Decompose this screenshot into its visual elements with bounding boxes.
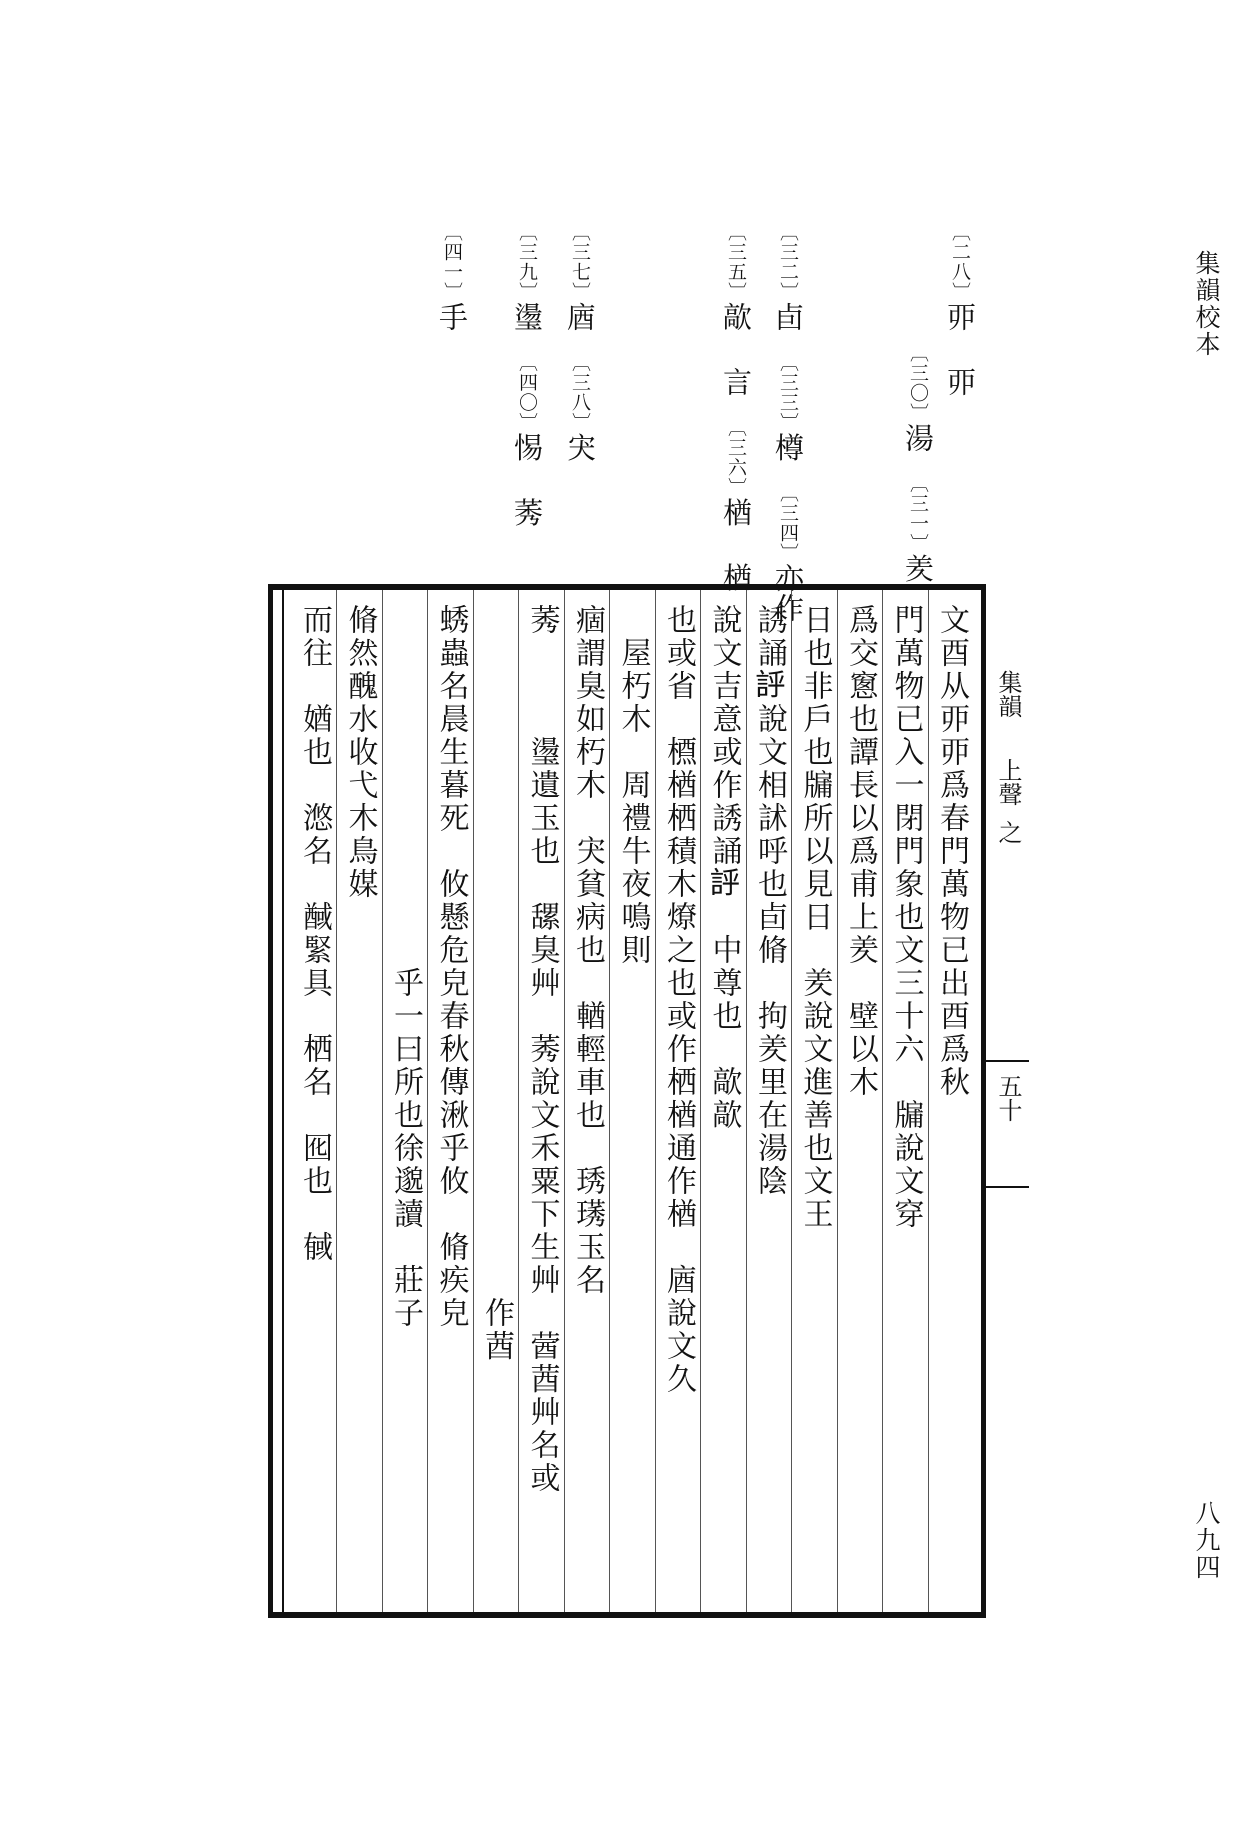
header-section: 之 bbox=[994, 820, 1022, 844]
note-text: 羑 bbox=[901, 553, 935, 614]
text-column: 作莤 bbox=[479, 604, 514, 1363]
text-column: 痼謂臭如朽木 宊貧病也 輶輕車也 琇璓玉名 bbox=[570, 604, 605, 1297]
note-text: 湯 bbox=[901, 423, 935, 483]
header-title: 集韻 bbox=[994, 670, 1022, 718]
note-n28 bbox=[940, 222, 981, 427]
text-column: 莠 璗遺玉也 𦧲臭艸 莠說文禾粟下生艸 蒏莤艸名或 bbox=[524, 604, 560, 1495]
text-column: 而往 媨也 滺名 䤋緊具 栖名 囮也 戫 bbox=[297, 604, 332, 1264]
note-number: 〔三七〕 bbox=[569, 222, 591, 302]
text-column: 乎一曰所也徐邈讀 莊子 bbox=[388, 604, 423, 1330]
text-column: 誘誦𧦝說文相訹呼也卣脩 拘羑里在湯陰 bbox=[752, 604, 787, 1198]
note-n37 bbox=[560, 222, 601, 493]
text-column: 日也非戶也牖所以見日 羑說文進善也文王 bbox=[797, 604, 833, 1231]
note-text: 惕 莠 bbox=[510, 432, 544, 558]
note-number: 〔三六〕 bbox=[725, 427, 747, 498]
note-text: 亦作 bbox=[771, 563, 805, 623]
note-number: 〔四一〕 bbox=[441, 222, 463, 302]
header-volume: 上聲 bbox=[994, 758, 1022, 806]
note-text: 宊 bbox=[563, 432, 597, 493]
text-column: 文酉从丣丣爲春門萬物已出酉爲秋 bbox=[934, 604, 969, 1099]
text-column: 爲交窻也譚長以爲甫上羑 壁以木 bbox=[843, 604, 878, 1099]
text-column: 門萬物已入一閉門象也文三十六 牖說文穿 bbox=[888, 604, 924, 1231]
note-number: 〔三九〕 bbox=[516, 222, 538, 302]
note-number: 〔二八〕 bbox=[949, 222, 971, 302]
note-n30 bbox=[898, 343, 939, 614]
note-number: 〔四〇〕 bbox=[516, 362, 538, 433]
note-n35 bbox=[716, 222, 757, 623]
note-number: 〔三三〕 bbox=[777, 362, 799, 433]
note-text: 庮 bbox=[563, 302, 597, 362]
note-text: 樽 bbox=[771, 432, 805, 493]
text-column: 脩然醜水收弋木鳥媒 bbox=[342, 604, 378, 901]
header-leaf: 五十 bbox=[994, 1074, 1022, 1122]
running-head: 集韻校本 bbox=[1192, 250, 1221, 358]
note-number: 〔三五〕 bbox=[725, 222, 747, 302]
note-number: 〔三二〕 bbox=[777, 222, 799, 302]
note-number: 〔三〇〕 bbox=[907, 343, 929, 423]
note-text: 丣 丣 bbox=[943, 302, 977, 427]
text-column: 也或省 槱楢栖積木燎之也或作栖楢通作楢 庮說文久 bbox=[661, 604, 696, 1396]
note-text: 手 bbox=[435, 302, 469, 362]
note-text: 歊 言 bbox=[719, 302, 753, 427]
note-number: 〔三四〕 bbox=[777, 492, 799, 563]
text-frame bbox=[268, 584, 1022, 1618]
note-text: 卣 bbox=[771, 302, 805, 362]
text-column: 屋朽木 周禮牛夜鳴則 bbox=[615, 604, 651, 967]
note-n41 bbox=[432, 222, 473, 362]
note-text: 璗 bbox=[510, 302, 544, 362]
text-column: 說文吉意或作誘誦𧦝 中尊也 歊歊 bbox=[706, 604, 742, 1132]
note-text: 楢 楢 bbox=[719, 497, 753, 623]
note-n39 bbox=[507, 222, 548, 558]
note-n32 bbox=[768, 222, 809, 623]
note-number: 〔三一〕 bbox=[907, 483, 929, 554]
note-number: 〔三八〕 bbox=[569, 362, 591, 433]
block-header bbox=[983, 590, 1029, 1612]
page-number: 八九四 bbox=[1192, 1500, 1221, 1581]
text-column: 蜏蟲名晨生暮死 攸懸危皃春秋傳湫乎攸 脩疾皃 bbox=[433, 604, 469, 1330]
